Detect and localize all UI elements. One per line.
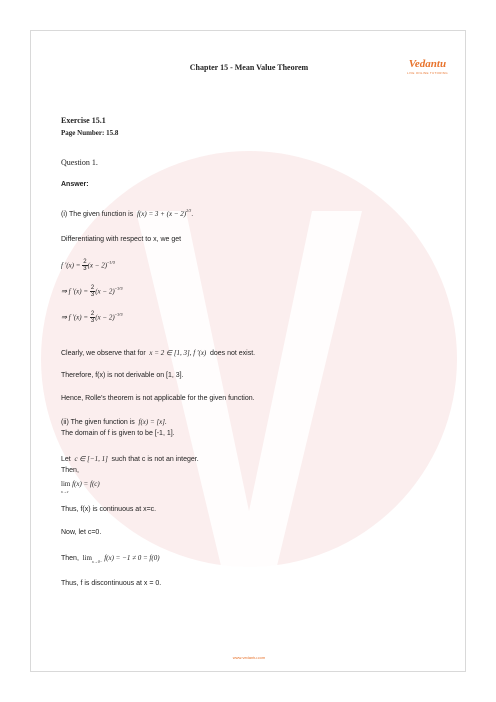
text-line: Therefore, f(x) is not derivable on [1, 3]. [61, 372, 184, 379]
text-line: Let c ∈ [−1, 1] such that c is not an integer. [61, 455, 199, 463]
math-line: ⇒ f ′(x) = $\frac{2}{3}$ $(x - 2)^{-1/3}$ [61, 285, 123, 298]
exercise-title: Exercise 15.1 [61, 116, 106, 125]
text-line: (i) The given function is $f(x) = 3 + (x - 2)^{2/3}$. [61, 208, 194, 218]
text-line: Hence, Rolle's theorem is not applicable for the given function. [61, 395, 255, 402]
logo-name: Vedantu [408, 58, 447, 70]
text-line: The domain of f is given to be [-1, 1]. [61, 430, 175, 437]
text-line: (ii) The given function is f(x) = [x]. [61, 418, 167, 426]
answer-label: Answer: [61, 181, 89, 188]
text-line: Then, $\lim_{x\to 0-} f(x) = -1 \ne 0 = f(0)$ [61, 554, 160, 564]
footer-url[interactable]: www.vedantu.com [232, 655, 266, 660]
text-line: Thus, f(x) is continuous at x=c. [61, 506, 157, 513]
text-line: Then, [61, 467, 79, 474]
document-page [30, 30, 466, 672]
math-line: f ′(x) = $\frac{2}{3}$ $(x - 2)^{-1/3}$ [61, 259, 115, 272]
page-number: Page Number: 15.8 [61, 129, 119, 137]
math-line: ⇒ f ′(x) = $\frac{2}{3}$ $(x - 2)^{-1/3}$ [61, 311, 123, 324]
text-line: Thus, f is discontinuous at x = 0. [61, 580, 162, 587]
question-label: Question 1. [61, 158, 98, 167]
chapter-title: Chapter 15 - Mean Value Theorem [189, 63, 309, 72]
text-line: Differentiating with respect to x, we get [61, 236, 182, 243]
text-line: Now, let c=0. [61, 529, 102, 536]
math-line: lim f(x) = f(c) x→c [61, 480, 100, 494]
vedantu-logo [407, 58, 448, 75]
text-line: Clearly, we observe that for x = 2 ∈ [1, 3], f ′(x) does not exist. [61, 349, 256, 357]
math-expression: $f(x) = 3 + (x - 2)^{2/3}$ [135, 208, 192, 218]
logo-tagline: LIVE ONLINE TUTORING [407, 71, 448, 75]
